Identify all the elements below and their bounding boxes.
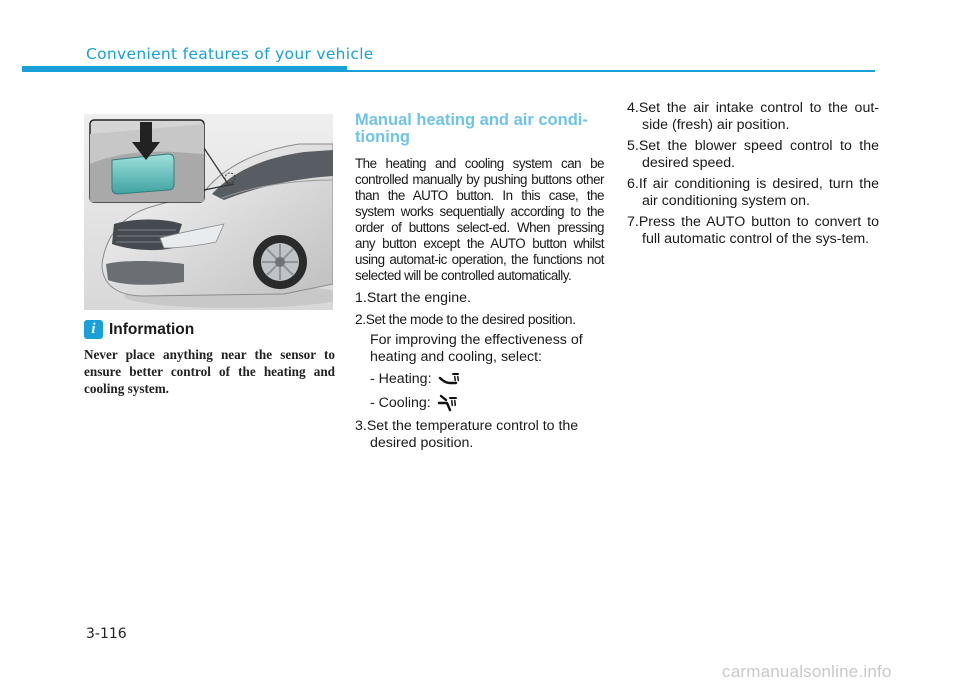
right-steps [627,100,879,252]
step-3: 3.Set the temperature control to the desired position. [355,418,579,451]
face-mode-icon [437,394,459,412]
step-1: 1.Start the engine. [355,290,471,306]
chapter-title: Convenient features of your vehicle [86,45,374,63]
section-title-line1: Manual heating and air condi- [355,111,588,129]
info-title: Information [109,320,195,338]
heating-mode-line [355,371,604,388]
section-intro: The heating and cooling system can be controlled manually by pushing buttons other than the AUTO button. In this case, the system works sequentially according to the order of buttons select-ed. When pressing any button except the AUTO button whilst using automat-ic operation, the functions not selected will be controlled automatically. [355,156,604,283]
info-header [84,320,194,339]
heating-label: - Heating: [370,371,432,387]
step-5: 5.Set the blower speed control to the desired speed. [627,138,879,171]
page-number: 3-116 [86,626,127,642]
sensor-location-figure [84,114,333,310]
manual-section [355,112,604,456]
info-body: Never place anything near the sensor to ensure better control of the heating and cooling system. [84,347,335,396]
step-4: 4.Set the air intake control to the out-side (fresh) air position. [627,100,879,133]
section-title [355,112,604,146]
step-7: 7.Press the AUTO button to convert to full automatic control of the sys-tem. [627,214,879,247]
header-rule [22,70,875,72]
step-2-note: For improving the effectiveness of heating and cooling, select: [370,332,583,365]
car-illustration [84,114,333,310]
section-title-line2: tioning [355,128,410,146]
info-icon: i [84,320,103,339]
watermark: carmanualsonline.info [722,662,892,681]
cooling-mode-line [355,394,604,412]
floor-defrost-mode-icon [438,372,460,388]
step-2: 2.Set the mode to the desired position. [355,312,576,327]
cooling-label: - Cooling: [370,394,431,411]
step-6: 6.If air conditioning is desired, turn the air conditioning system on. [627,176,879,209]
